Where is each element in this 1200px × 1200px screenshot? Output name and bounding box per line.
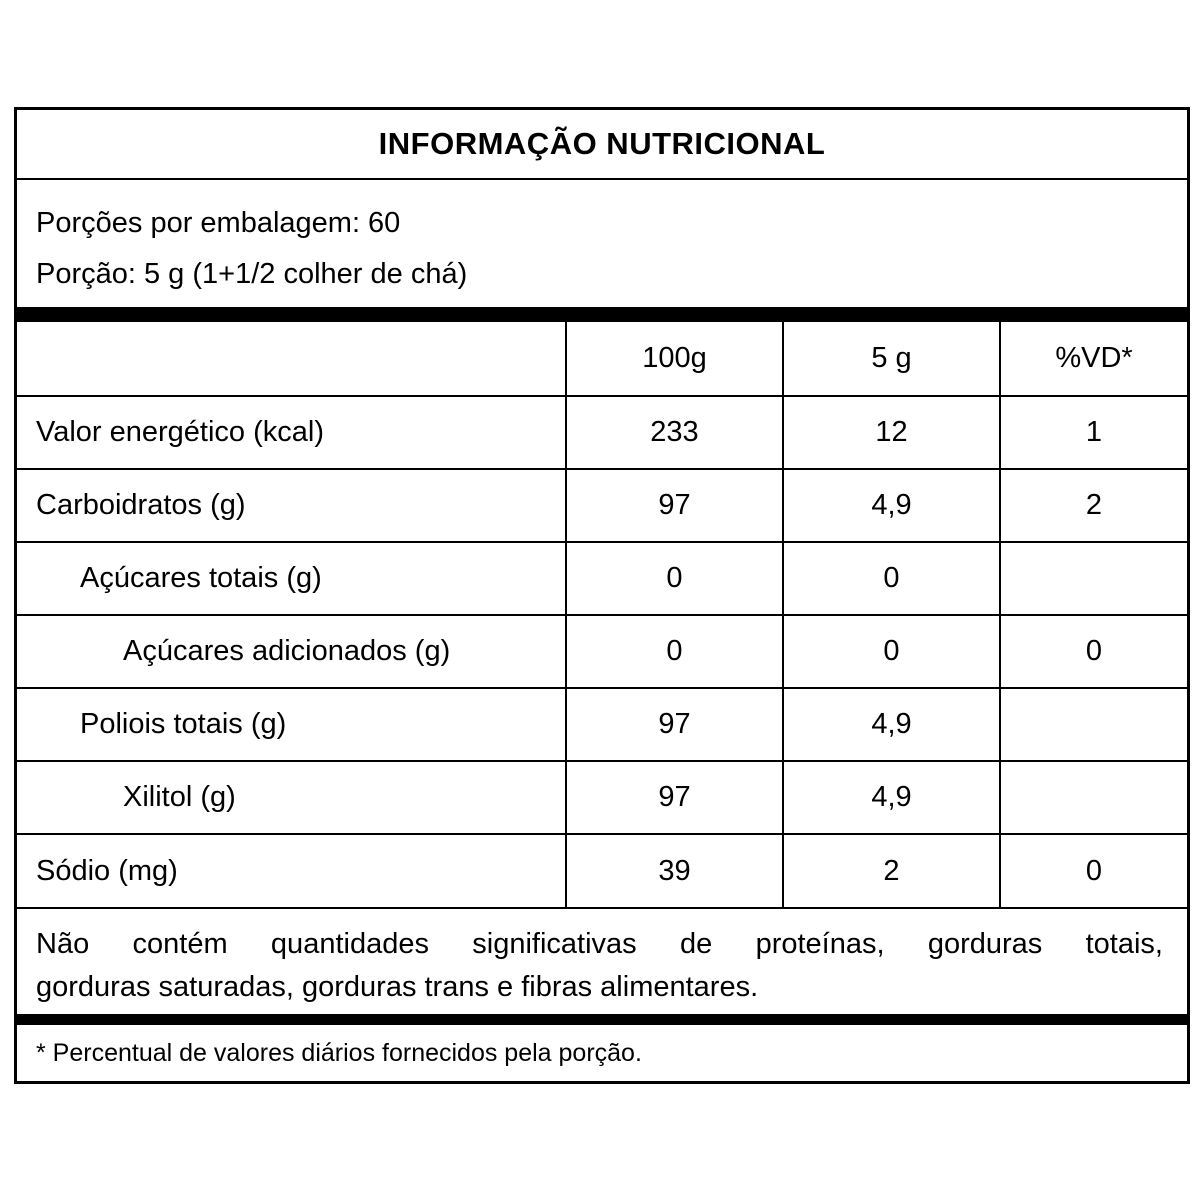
grid-header-row	[17, 322, 1187, 396]
header-percent-dv: %VD*	[1000, 322, 1187, 396]
row-per-serving: 0	[783, 542, 1000, 615]
nutrients-grid	[17, 322, 1187, 907]
row-label: Sódio (mg)	[17, 834, 566, 907]
serving-info-section	[17, 180, 1187, 307]
row-per-serving: 2	[783, 834, 1000, 907]
separator-bar-top	[17, 307, 1187, 322]
row-per-100g: 97	[566, 469, 783, 542]
row-per-serving: 12	[783, 396, 1000, 469]
row-per-100g: 0	[566, 615, 783, 688]
row-per-100g: 97	[566, 688, 783, 761]
table-row	[17, 761, 1187, 834]
table-row	[17, 396, 1187, 469]
note-line-1: Não contém quantidades significativas de proteínas, gorduras totais,	[36, 928, 1163, 960]
row-per-serving: 4,9	[783, 469, 1000, 542]
daily-value-footnote: * Percentual de valores diários fornecidos pela porção.	[36, 1038, 642, 1067]
row-percent-dv: 0	[1000, 834, 1187, 907]
row-label: Valor energético (kcal)	[17, 396, 566, 469]
header-per-serving: 5 g	[783, 322, 1000, 396]
row-percent-dv	[1000, 688, 1187, 761]
servings-per-package: Porções por embalagem: 60	[36, 207, 401, 240]
row-per-serving: 4,9	[783, 688, 1000, 761]
table-row	[17, 615, 1187, 688]
row-per-100g: 39	[566, 834, 783, 907]
table-title-bar	[17, 110, 1187, 180]
table-row	[17, 469, 1187, 542]
row-label: Carboidratos (g)	[17, 469, 566, 542]
row-per-100g: 0	[566, 542, 783, 615]
daily-value-footnote-section	[17, 1025, 1187, 1081]
serving-size: Porção: 5 g (1+1/2 colher de chá)	[36, 257, 468, 290]
row-label: Xilitol (g)	[17, 761, 566, 834]
row-label: Açúcares totais (g)	[17, 542, 566, 615]
table-title: INFORMAÇÃO NUTRICIONAL	[378, 126, 826, 161]
row-label: Poliois totais (g)	[17, 688, 566, 761]
note-line-2: gorduras saturadas, gorduras trans e fibras alimentares.	[36, 971, 759, 1003]
row-per-100g: 97	[566, 761, 783, 834]
row-per-serving: 0	[783, 615, 1000, 688]
table-row	[17, 688, 1187, 761]
header-nutrient	[17, 322, 566, 396]
header-per-100g: 100g	[566, 322, 783, 396]
nutrition-facts-table	[14, 107, 1190, 1084]
row-per-100g: 233	[566, 396, 783, 469]
row-percent-dv: 0	[1000, 615, 1187, 688]
row-percent-dv: 1	[1000, 396, 1187, 469]
table-row	[17, 834, 1187, 907]
insignificant-amounts-note	[17, 907, 1187, 1014]
table-row	[17, 542, 1187, 615]
row-percent-dv: 2	[1000, 469, 1187, 542]
row-percent-dv	[1000, 761, 1187, 834]
separator-bar-bottom	[17, 1014, 1187, 1025]
row-per-serving: 4,9	[783, 761, 1000, 834]
row-percent-dv	[1000, 542, 1187, 615]
row-label: Açúcares adicionados (g)	[17, 615, 566, 688]
